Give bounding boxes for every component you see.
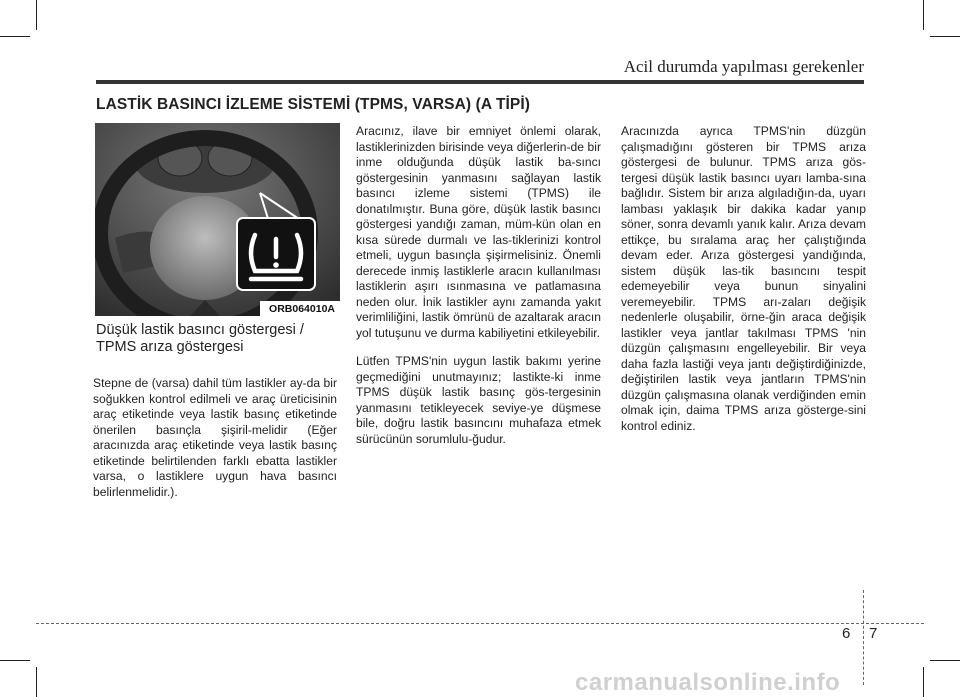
crop-mark bbox=[0, 660, 30, 661]
paragraph: Stepne de (varsa) dahil tüm lastikler ay-da bir soğukken kontrol edilmeli ve araç üreticisinin araç etiketinde veya lastik basınç etiketinde önerilen basınçla şişiril-melidir (Eğer aracınızda araç etiketinde veya lastik basınç etiketinde belirtilenden farklı ebatta lastikler varsa, o lastiklere uygun hava basıncı belirlenmelidir.). bbox=[93, 376, 337, 499]
crop-mark bbox=[36, 0, 37, 30]
text-column-1 bbox=[93, 376, 337, 513]
header-rule bbox=[96, 80, 864, 84]
page-number: 7 bbox=[869, 625, 878, 642]
chapter-number: 6 bbox=[842, 625, 851, 642]
section-title: LASTİK BASINCI İZLEME SİSTEMİ (TPMS, VARSA) (A TİPİ) bbox=[96, 96, 531, 113]
steering-wheel-photo bbox=[95, 123, 340, 316]
figure-code: ORB064010A bbox=[269, 303, 335, 315]
text-column-2 bbox=[356, 124, 601, 460]
steering-wheel-illustration bbox=[95, 123, 340, 316]
paragraph: Aracınız, ilave bir emniyet önlemi olarak, lastiklerinizden birisinde veya diğerlerin-de bir inme olduğunda düşük lastik ba-sıncı göstergesinin yanmasını sağlayan lastik basıncı izleme sistemi (TPMS) ile donatılmıştır. Buna göre, düşük lastik basıncı göstergesi yandığı zaman, müm-kün olan en kısa sürede durmalı ve las-tiklerinizi kontrol etmeli, uygun basınçla şişirmelisiniz. Önemli derecede inmiş lastiklerle aracın kullanılması lastiklerin aşırı ısınmasına ve patlamasına neden olur. İnik lastikler aynı zamanda yakıt verimliliğini, lastik ömrünü de azaltarak aracın yol tutuşunu ve durma kabiliyetini etkileyebilir. bbox=[356, 124, 601, 340]
crop-mark bbox=[930, 36, 960, 37]
crop-mark bbox=[923, 0, 924, 30]
footer-rule bbox=[36, 623, 924, 624]
paragraph: Lütfen TPMS'nin uygun lastik bakımı yerine geçmediğini unutmayınız; lastikte-ki inme TPMS düşük lastik basınç gös-tergesinin yanmasını tetikleyecek seviye-ye düşmese bile, doğru lastik basıncını muhafaza etmek sürücünün sorumlulu-ğudur. bbox=[356, 354, 601, 446]
figure-caption: Düşük lastik basıncı göstergesi / TPMS arıza göstergesi bbox=[96, 322, 304, 355]
crop-mark bbox=[930, 660, 960, 661]
crop-mark bbox=[923, 667, 924, 697]
crop-mark bbox=[36, 667, 37, 697]
crop-mark bbox=[0, 36, 30, 37]
paragraph: Aracınızda ayrıca TPMS'nin düzgün çalışmadığını gösteren bir TPMS arıza göstergesi de bulunur. TPMS arıza gös-tergesi düşük lastik basıncı uyarı lamba-sına bağlıdır. Sistem bir arıza algıladığın-da, uyarı lambası yaklaşık bir dakika kadar yanıp söner, sonra devamlı yanık kalır. Arıza devam ettikçe, bu sıralama araç her çalıştığında devam eder. Arıza göstergesi yandığında, sistem düşük las-tik basıncını tespit edemeyebilir veya bunun sinyalini veremeyebilir. TPMS arı-zaları değişik nedenlerle oluşabilir, örne-ğin araca değişik lastikler veya jantlar takılması TPMS 'nin düzgün çalışmasını engelleyebilir. Bir veya daha fazla lastiği veya jantı değiştirdiğinizde, değiştirilen lastik veya jantların TPMS'nin düzgün çalışmasına olanak verdiğinden emin olmak için, daima TPMS arıza gösterge-sini kontrol ediniz. bbox=[621, 124, 866, 433]
text-column-3 bbox=[621, 124, 866, 447]
page-divider bbox=[863, 590, 864, 685]
chapter-title: Acil durumda yapılması gerekenler bbox=[623, 57, 864, 76]
watermark: carmanualsonline.info bbox=[575, 669, 841, 696]
